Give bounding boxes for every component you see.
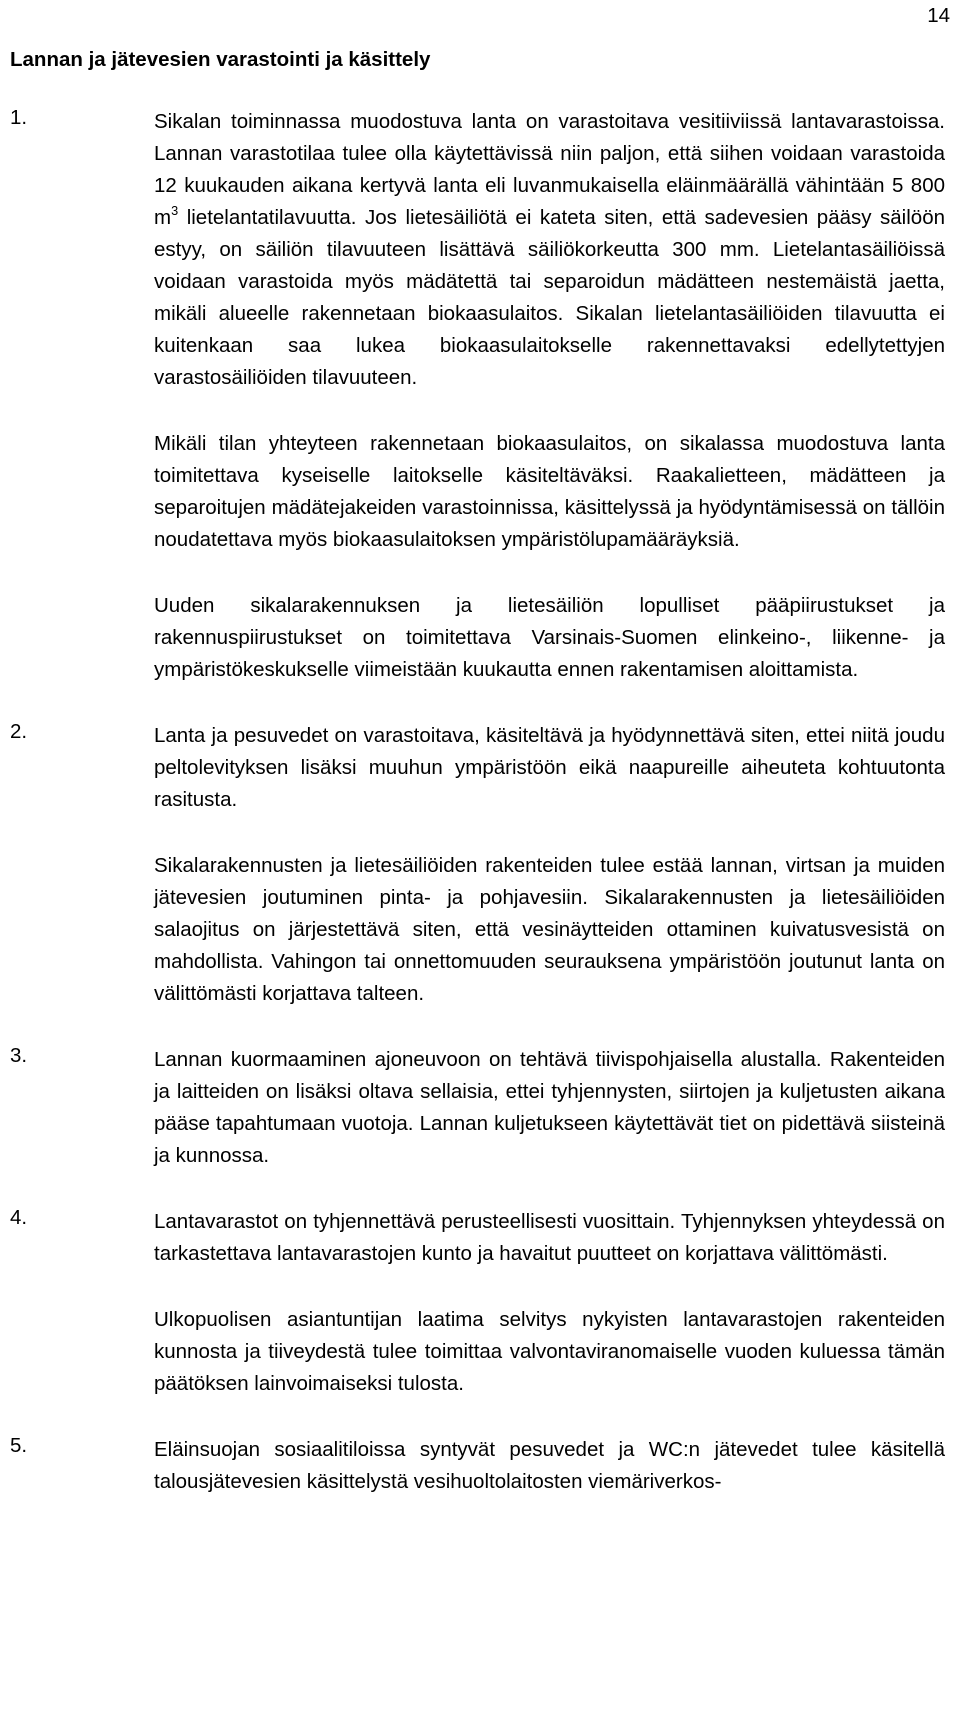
paragraph: Lannan kuormaaminen ajoneuvoon on tehtävä tiivispohjaisella alustalla. Rakenteiden ja laitteiden on lisäksi oltava sellaisia, ettei tyhjennysten, siirtojen ja kuljetusten aikana pääse tapahtumaan vuotoja. Lannan kuljetukseen käytettävät tiet on pidettävä siisteinä ja kunnossa.: [154, 1048, 945, 1167]
item-number: 4.: [10, 1206, 28, 1229]
paragraph: Uuden sikalarakennuksen ja lietesäiliön lopulliset pääpiirustukset ja rakennuspiirustukset on toimitettava Varsinais-Suomen elinkeino-, liikenne- ja ympäristökeskukselle viimeistään kuukautta ennen rakentamisen aloittamista.: [154, 594, 945, 681]
paragraph: Eläinsuojan sosiaalitiloissa syntyvät pesuvedet ja WC:n jätevedet tulee käsitellä talousjätevesien käsittelystä vesihuoltolaitosten viemäriverkos-: [154, 1438, 945, 1493]
item-number: 2.: [10, 720, 28, 743]
list-item-5: [10, 1434, 945, 1498]
section-heading: Lannan ja jätevesien varastointi ja käsittely: [10, 48, 431, 71]
paragraph: Lantavarastot on tyhjennettävä perusteellisesti vuosittain. Tyhjennyksen yhteydessä on tarkastettava lantavarastojen kunto ja havaitut puutteet on korjattava välittömästi.: [154, 1210, 945, 1265]
numbered-list: [10, 106, 945, 1532]
paragraph: Lanta ja pesuvedet on varastoitava, käsiteltävä ja hyödynnettävä siten, ettei niitä joudu peltolevityksen lisäksi muuhun ympäristöön eikä naapureille aiheuteta kohtuutonta rasitusta.: [154, 724, 945, 811]
list-item-4: [10, 1206, 945, 1400]
paragraph: Sikalan toiminnassa muodostuva lanta on varastoitava vesitiiviissä lantavarastoissa. Lannan varastotilaa tulee olla käytettävissä niin paljon, että siihen voidaan varastoida 12 kuukauden aikana kertyvä lanta eli luvanmukaisella eläinmäärällä vähintään 5 800 $m^3$ lietelantatilavuutta. Jos lietesäiliötä ei kateta siten, että sadevesien pääsy säilöön estyy, on säiliön tilavuuteen lisättävä säiliökorkeutta 300 mm. Lietelantasäiliöissä voidaan varastoida myös mädätettä tai separoidun mädätteen nestemäistä jaetta, mikäli alueelle rakennetaan biokaasulaitos. Sikalan lietelantasäiliöiden tilavuutta ei kuitenkaan saa lukea biokaasulaitokselle rakennettavaksi edellytettyjen varastosäiliöiden tilavuuteen.: [154, 110, 945, 389]
item-number: 1.: [10, 106, 28, 129]
item-number: 3.: [10, 1044, 28, 1067]
list-item-2: [10, 720, 945, 1010]
paragraph: Sikalarakennusten ja lietesäiliöiden rakenteiden tulee estää lannan, virtsan ja muiden jätevesien joutuminen pinta- ja pohjavesiin. Sikalarakennusten ja lietesäiliöiden salaojitus on järjestettävä siten, että vesinäytteiden ottaminen kuivatusvesistä on mahdollista. Vahingon tai onnettomuuden seurauksena ympäristöön joutunut lanta on välittömästi korjattava talteen.: [154, 854, 945, 1005]
page-number: 14: [927, 4, 950, 27]
paragraph: Mikäli tilan yhteyteen rakennetaan biokaasulaitos, on sikalassa muodostuva lanta toimitettava kyseiselle laitokselle käsiteltäväksi. Raakalietteen, mädätteen ja separoitujen mädätejakeiden varastoinnissa, käsittelyssä ja hyödyntämisessä on tällöin noudatettava myös biokaasulaitoksen ympäristölupamääräyksiä.: [154, 432, 945, 551]
list-item-3: [10, 1044, 945, 1172]
item-number: 5.: [10, 1434, 28, 1457]
superscript: 3: [171, 203, 179, 219]
paragraph: Ulkopuolisen asiantuntijan laatima selvitys nykyisten lantavarastojen rakenteiden kunnosta ja tiiveydestä tulee toimittaa valvontaviranomaiselle vuoden kuluessa tämän päätöksen lainvoimaiseksi tulosta.: [154, 1308, 945, 1395]
list-item-1: [10, 106, 945, 686]
